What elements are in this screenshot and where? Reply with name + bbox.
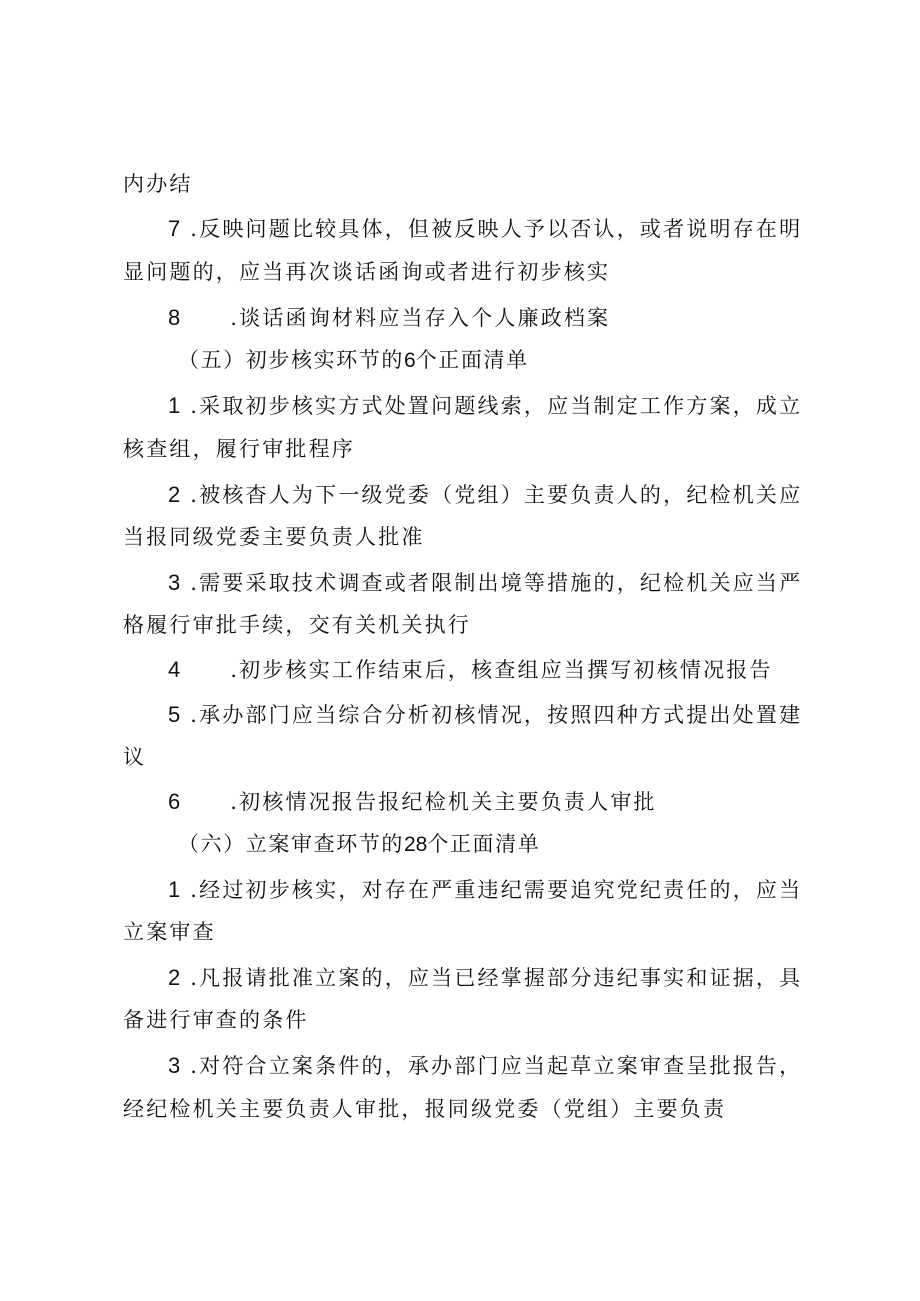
item-number: 5 [168,702,181,727]
line-text: 内办结 [123,172,193,196]
item-number: 6 [168,789,181,814]
item-text: .需要采取技术调查或者限制出境等措施的，纪检机关应当严 [190,571,803,595]
item-number: 3 [168,1053,181,1078]
item-number: 3 [168,570,181,595]
item-text: .谈话函询材料应当存入个人廉政档案 [230,306,611,330]
heading-count: 28 [404,833,428,856]
text-line [123,1094,726,1124]
section-heading-6 [178,829,540,860]
list-item-4 [168,655,773,685]
item-number: 4 [168,657,181,682]
list-item-2 [168,480,802,510]
item-number: 1 [168,393,181,418]
line-text: 格履行审批手续，交有关机关执行 [123,613,471,637]
item-number: 8 [168,305,181,330]
item-number: 7 [168,216,181,241]
heading-suffix: 个正面清单 [415,348,529,372]
list-item-3 [168,568,802,598]
item-text: .初核情况报告报纪检机关主要负责人审批 [230,790,657,814]
text-line [123,169,193,199]
text-line [123,917,216,947]
list-item-3 [168,1051,802,1081]
item-text: .采取初步核实方式处置问题线索，应当制定工作方案，成立 [190,394,803,418]
list-item-5 [168,700,802,730]
item-text: .被核杳人为下一级党委（党组）主要负责人的，纪检机关应 [190,483,803,507]
text-line [123,610,471,640]
text-line [123,1005,309,1035]
item-text: .初步核实工作结束后，核查组应当撰写初核情况报告 [230,658,773,682]
list-item-7 [168,214,802,244]
item-text: .承办部门应当综合分析初核情况，按照四种方式提出处置建 [190,703,803,727]
text-line [123,434,355,464]
text-line [123,742,146,772]
list-item-8 [168,303,610,333]
line-text: 议 [123,745,147,769]
line-text: 经纪检机关主要负责人审批，报同级党委（党组）主要负责 [123,1097,727,1121]
list-item-1 [168,391,802,421]
line-text: 显问题的，应当再次谈话函询或者进行初步核实 [123,260,611,284]
list-item-1 [168,875,802,905]
heading-count: 6 [404,349,416,372]
item-text: .凡报请批准立案的，应当已经掌握部分违纪事实和证据，具 [190,966,803,990]
list-item-6 [168,787,657,817]
line-text: 核查组，履行审批程序 [123,437,355,461]
line-text: 当报同级党委主要负责人批准 [123,525,425,549]
section-heading-5 [178,345,529,376]
heading-suffix: 个正面清单 [427,832,541,856]
text-line [123,257,610,287]
line-text: 立案审查 [123,920,216,944]
item-number: 2 [168,482,181,507]
list-item-2 [168,963,802,993]
line-text: 备进行审查的条件 [123,1008,309,1032]
item-number: 1 [168,877,181,902]
item-text: .反映问题比较具体，但被反映人予以否认，或者说明存在明 [190,217,803,241]
item-number: 2 [168,965,181,990]
heading-prefix: （六）立案审查环节的 [178,832,404,856]
item-text: .经过初步核实，对存在严重违纪需要追究党纪责任的，应当 [190,878,803,902]
text-line [123,522,425,552]
heading-prefix: （五）初步核实环节的 [178,348,404,372]
item-text: .对符合立案条件的，承办部门应当起草立案审查呈批报告， [190,1054,803,1078]
